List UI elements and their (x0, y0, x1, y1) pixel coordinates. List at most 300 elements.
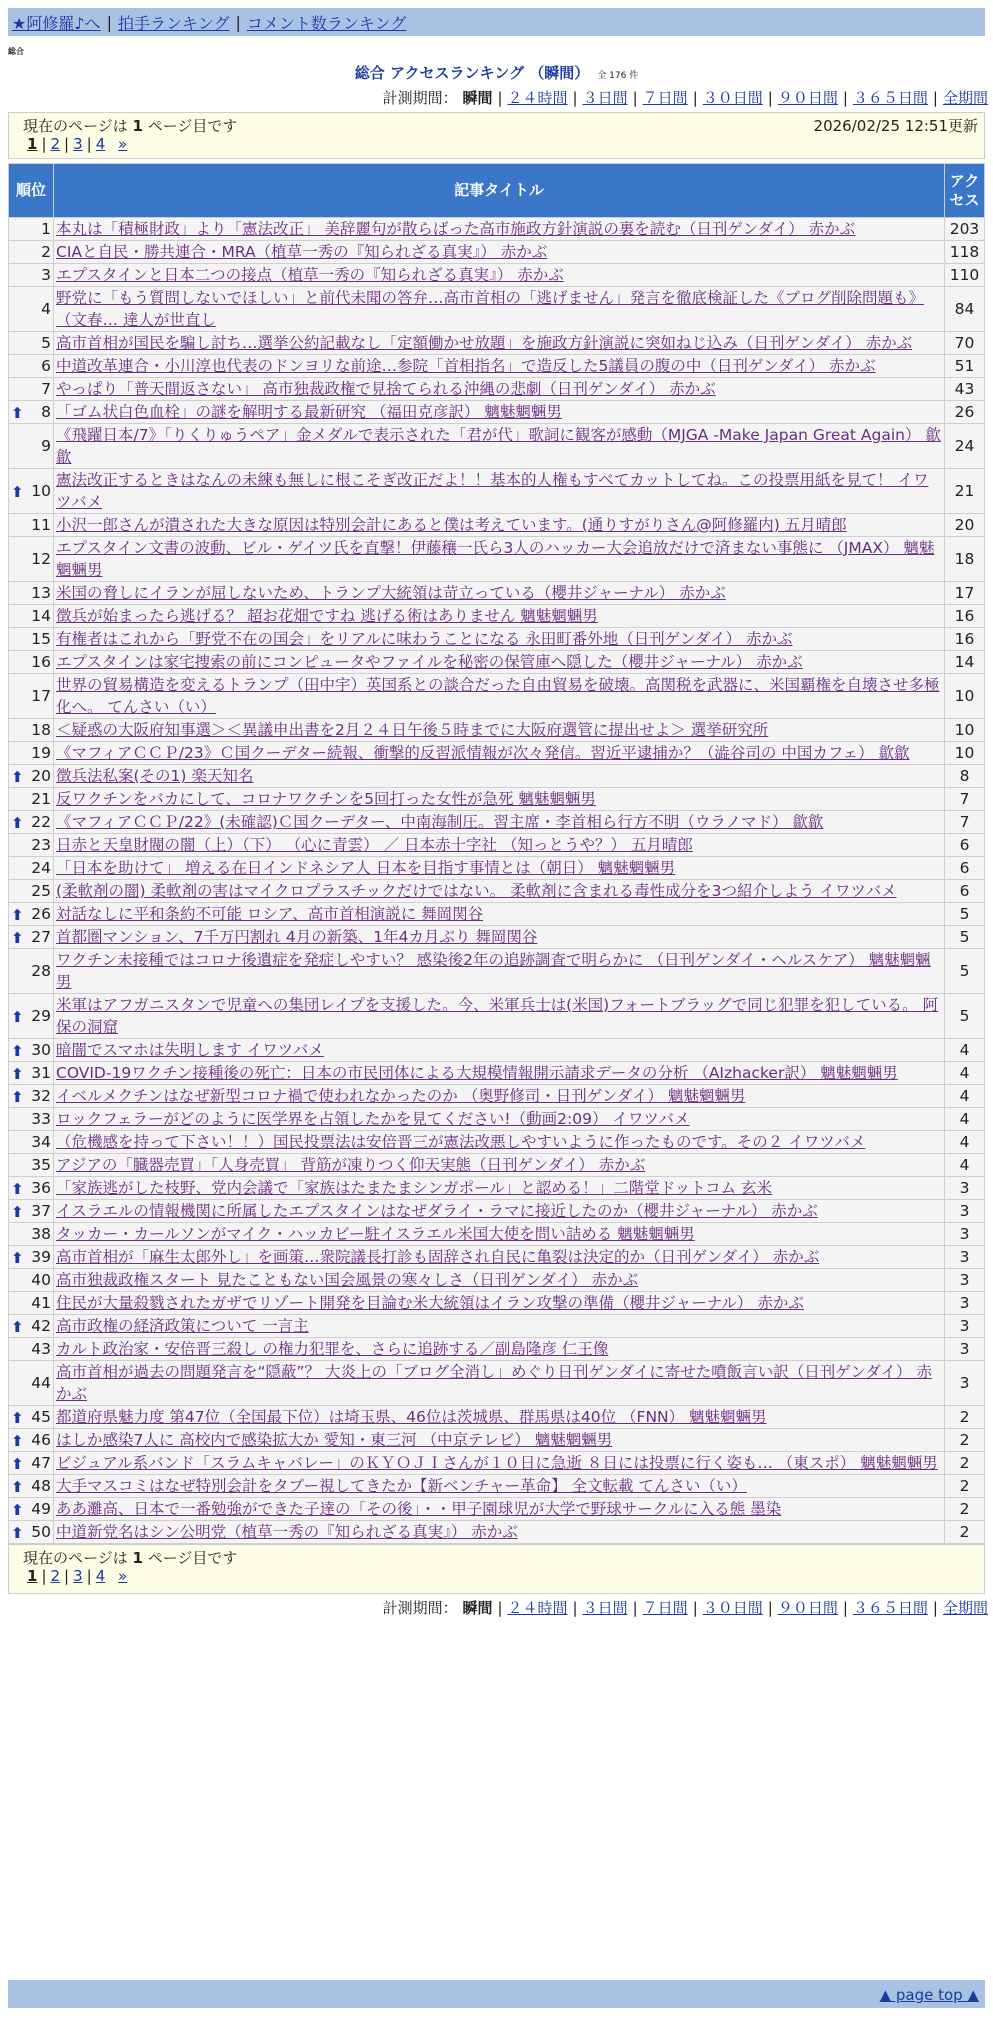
comment-ranking-link[interactable]: コメント数ランキング (246, 13, 407, 33)
access-count: 2 (945, 1406, 985, 1429)
table-row (9, 742, 985, 765)
article-title-link[interactable]: 反ワクチンをバカにして、コロナワクチンを5回打った女性が急死 魑魅魍魎男 (56, 790, 596, 808)
article-title-link[interactable]: 高市首相が国民を騙し討ち…選挙公約記載なし「定額働かせ放題」を施政方針演説に突如ねじ込み（日刊ゲンダイ） 赤かぶ (56, 334, 913, 352)
access-count: 118 (945, 241, 985, 264)
page-next-link[interactable]: » (118, 1567, 128, 1585)
title-cell (54, 1269, 945, 1292)
access-count: 6 (945, 880, 985, 903)
period-separator: | (692, 1599, 698, 1617)
rank-cell (9, 628, 54, 651)
table-row (9, 1131, 985, 1154)
rank-up-arrow-icon: ⬆ (11, 814, 24, 832)
period-link-7d[interactable]: ７日間 (642, 1599, 688, 1617)
ranking-title: 総合 アクセスランキング （瞬間） (354, 64, 590, 82)
page-current: 1 (27, 1567, 38, 1585)
period-link-90d[interactable]: ９０日間 (777, 1599, 838, 1617)
rank-cell (9, 1269, 54, 1292)
period-current: 瞬間 (462, 1599, 493, 1617)
table-row (9, 1062, 985, 1085)
table-row (9, 1177, 985, 1200)
title-cell (54, 1085, 945, 1108)
title-cell (54, 1475, 945, 1498)
access-count: 8 (945, 765, 985, 788)
title-cell (54, 742, 945, 765)
rank-cell (9, 469, 54, 514)
page-link-2[interactable]: 2 (50, 135, 61, 153)
table-row (9, 994, 985, 1039)
table-row (9, 218, 985, 241)
article-title-link[interactable]: エプスタイン文書の波動、ビル・ゲイツ氏を直撃！伊藤穰一氏ら3人のハッカー大会追放だけで済まない事態に （JMAX） 魑魅魍魎男 (56, 539, 935, 579)
access-count: 3 (945, 1269, 985, 1292)
rank-number: 8 (41, 403, 51, 421)
table-row (9, 514, 985, 537)
article-title-link[interactable]: イスラエルの情報機関に所属したエプスタインはなぜダライ・ラマに接近したのか（櫻井ジャーナル） 赤かぶ (56, 1202, 818, 1220)
period-link-365d[interactable]: ３６５日間 (852, 89, 928, 107)
table-row (9, 1246, 985, 1269)
rank-number: 17 (31, 687, 51, 705)
access-count: 3 (945, 1177, 985, 1200)
article-title-link[interactable]: ビジュアル系バンド「スラムキャバレー」のＫＹＯＪＩさんが１０日に急逝 ８日には投票に行く姿も… （東スポ） 魑魅魍魎男 (56, 1454, 938, 1472)
title-cell (54, 287, 945, 332)
rank-number: 45 (31, 1408, 51, 1426)
article-title-link[interactable]: 日赤と天皇財閥の闇（上）（下） （心に青雲） ／ 日本赤十字社 （知っとうや？） 五月晴郎 (56, 836, 693, 854)
period-link-90d[interactable]: ９０日間 (777, 89, 838, 107)
article-title-link[interactable]: （危機感を持って下さい！！）国民投票法は安倍晋三が憲法改悪しやすいように作ったものです。その２ イワツバメ (56, 1133, 866, 1151)
page-next-link[interactable]: » (118, 135, 128, 153)
article-title-link[interactable]: CIAと自民・勝共連合・MRA（植草一秀の『知られざる真実』） 赤かぶ (56, 243, 548, 261)
article-title-link[interactable]: 暗闇でスマホは失明します イワツバメ (56, 1041, 324, 1059)
rank-up-arrow-icon: ⬆ (11, 1524, 24, 1542)
period-link-365d[interactable]: ３６５日間 (852, 1599, 928, 1617)
pagination-bottom: 1 | 2 | 3 | 4 » (27, 1567, 128, 1585)
title-cell (54, 1521, 945, 1544)
page-link-2[interactable]: 2 (50, 1567, 61, 1585)
title-cell (54, 1131, 945, 1154)
access-count: 6 (945, 857, 985, 880)
table-row (9, 1200, 985, 1223)
period-separator: | (692, 89, 698, 107)
article-title-link[interactable]: 中道新党名はシン公明党（植草一秀の『知られざる真実』） 赤かぶ (56, 1523, 518, 1541)
table-row (9, 1406, 985, 1429)
rank-cell (9, 218, 54, 241)
rank-number: 6 (41, 357, 51, 375)
table-row (9, 949, 985, 994)
access-count: 2 (945, 1429, 985, 1452)
access-count: 3 (945, 1200, 985, 1223)
table-row (9, 628, 985, 651)
article-title-link[interactable]: 世界の貿易構造を変えるトランプ（田中宇）英国系との談合だった自由貿易を破壊。高関税を武器に、米国覇権を自壊させ多極化へ。 てんさい（い） (56, 676, 940, 716)
table-row (9, 926, 985, 949)
rank-cell (9, 1246, 54, 1269)
table-row (9, 378, 985, 401)
rank-cell (9, 811, 54, 834)
rank-cell (9, 1429, 54, 1452)
rank-up-arrow-icon: ⬆ (11, 1501, 24, 1519)
rank-number: 14 (31, 607, 51, 625)
article-title-link[interactable]: 大手マスコミはなぜ特別会計をタブー視してきたか【新ベンチャー革命】 全文転載 てんさい（い） (56, 1477, 747, 1495)
rank-cell (9, 1521, 54, 1544)
rank-cell (9, 1085, 54, 1108)
access-count: 17 (945, 582, 985, 605)
period-separator: | (497, 1599, 503, 1617)
article-title-link[interactable]: ロックフェラーがどのように医学界を占領したかを見てください!（動画2:09） イワツバメ (56, 1110, 690, 1128)
article-title-link[interactable]: COVID-19ワクチン接種後の死亡：日本の市民団体による大規模情報開示請求データの分析 （AIzhacker訳） 魑魅魍魎男 (56, 1064, 898, 1082)
header-rank: 順位 (9, 164, 54, 218)
updated-time: 2026/02/25 12:51更新 (813, 117, 978, 135)
page-link-4[interactable]: 4 (95, 135, 106, 153)
table-row (9, 1338, 985, 1361)
title-cell (54, 355, 945, 378)
rank-cell (9, 241, 54, 264)
table-row (9, 1429, 985, 1452)
rank-cell (9, 514, 54, 537)
article-title-link[interactable]: ＜疑惑の大阪府知事選＞＜異議申出書を2月２４日午後５時までに大阪府選管に提出せよ＞ 選挙研究所 (56, 721, 769, 739)
table-row (9, 765, 985, 788)
access-count: 4 (945, 1108, 985, 1131)
rank-number: 47 (31, 1454, 51, 1472)
title-cell (54, 1154, 945, 1177)
article-title-link[interactable]: 《飛躍日本/7》「りくりゅうペア」金メダルで表示された「君が代」歌詞に観客が感動（MJGA -Make Japan Great Again） 歙歙 (56, 426, 941, 466)
article-title-link[interactable]: 高市首相が過去の問題発言を“隠蔽”？ 大炎上の「ブログ全消し」めぐり日刊ゲンダイに寄せた噴飯言い訳（日刊ゲンダイ） 赤かぶ (56, 1363, 932, 1403)
period-link-30d[interactable]: ３０日間 (702, 1599, 763, 1617)
period-link-3d[interactable]: ３日間 (582, 89, 628, 107)
rank-cell (9, 1062, 54, 1085)
table-row (9, 1498, 985, 1521)
rank-number: 37 (31, 1202, 51, 1220)
article-title-link[interactable]: 憲法改正するときはなんの未練も無しに根こそぎ改正だよ！！基本的人権もすべてカットしてね。この投票用紙を見て！ イワツバメ (56, 471, 929, 511)
rank-cell (9, 1223, 54, 1246)
period-separator: | (497, 89, 503, 107)
period-link-3d[interactable]: ３日間 (582, 1599, 628, 1617)
period-selector-top (383, 87, 988, 107)
access-count: 7 (945, 788, 985, 811)
title-cell (54, 1498, 945, 1521)
rank-number: 22 (31, 813, 51, 831)
article-title-link[interactable]: 徴兵法私案(その1) 楽天知名 (56, 767, 254, 785)
rank-number: 18 (31, 721, 51, 739)
rank-number: 42 (31, 1317, 51, 1335)
page-link-3[interactable]: 3 (73, 135, 83, 153)
rank-up-arrow-icon: ⬆ (11, 1065, 24, 1083)
access-count: 16 (945, 605, 985, 628)
rank-cell (9, 788, 54, 811)
rank-number: 1 (41, 220, 51, 238)
rank-number: 2 (41, 243, 51, 261)
title-cell (54, 880, 945, 903)
rank-up-arrow-icon: ⬆ (11, 768, 24, 786)
access-count: 14 (945, 651, 985, 674)
rank-cell (9, 651, 54, 674)
page-top-link[interactable]: ▲ page top ▲ (879, 1986, 979, 2004)
article-title-link[interactable]: 米軍はアフガニスタンで児童への集団レイプを支援した。今、米軍兵士は(米国)フォートブラッグで同じ犯罪を犯している。 阿保の洞窟 (56, 996, 939, 1036)
access-count: 20 (945, 514, 985, 537)
table-row (9, 880, 985, 903)
rank-number: 44 (31, 1374, 51, 1392)
title-cell (54, 1177, 945, 1200)
page-link-3[interactable]: 3 (73, 1567, 83, 1585)
access-count: 203 (945, 218, 985, 241)
rank-number: 13 (31, 584, 51, 602)
table-row (9, 1521, 985, 1544)
category-label: 総合 (8, 47, 24, 56)
rank-number: 16 (31, 653, 51, 671)
rank-number: 7 (41, 380, 51, 398)
title-cell (54, 651, 945, 674)
page-current: 1 (27, 135, 38, 153)
period-separator: | (632, 1599, 638, 1617)
bottom-bar (8, 1980, 985, 2008)
title-cell (54, 1200, 945, 1223)
rank-cell (9, 926, 54, 949)
ranking-table (8, 163, 985, 1544)
title-cell (54, 1246, 945, 1269)
rank-number: 12 (31, 550, 51, 568)
article-title-link[interactable]: 「日本を助けて」 増える在日インドネシア人 日本を目指す事情とは（朝日） 魑魅魍魎男 (56, 859, 676, 877)
rank-up-arrow-icon: ⬆ (11, 1203, 24, 1221)
article-title-link[interactable]: 《マフィアＣＣＰ/22》(未確認)Ｃ国クーデター、中南海制圧。習主席・李首相ら行方不明（ウラノマド） 歙歙 (56, 813, 824, 831)
access-count: 4 (945, 1039, 985, 1062)
table-row (9, 401, 985, 424)
table-row (9, 424, 985, 469)
rank-number: 9 (41, 437, 51, 455)
access-count: 5 (945, 994, 985, 1039)
title-cell (54, 218, 945, 241)
rank-number: 10 (31, 482, 51, 500)
rank-cell (9, 1338, 54, 1361)
period-separator: | (932, 1599, 938, 1617)
table-row (9, 857, 985, 880)
table-row (9, 264, 985, 287)
rank-cell (9, 378, 54, 401)
rank-cell (9, 1200, 54, 1223)
rank-cell (9, 765, 54, 788)
article-title-link[interactable]: 小沢一郎さんが潰された大きな原因は特別会計にあると僕は考えています。(通りすがりさん@阿修羅内) 五月晴郎 (56, 516, 847, 534)
access-count: 3 (945, 1315, 985, 1338)
period-selector-bottom (383, 1597, 988, 1617)
title-cell (54, 605, 945, 628)
rank-number: 21 (31, 790, 51, 808)
title-cell (54, 241, 945, 264)
rank-cell (9, 1108, 54, 1131)
rank-number: 39 (31, 1248, 51, 1266)
rank-number: 40 (31, 1271, 51, 1289)
table-row (9, 1039, 985, 1062)
article-title-link[interactable]: 米国の脅しにイランが屈しないため、トランプ大統領は苛立っている（櫻井ジャーナル） 赤かぶ (56, 584, 726, 602)
rank-cell (9, 1177, 54, 1200)
article-title-link[interactable]: 「ゴム状白色血栓」の謎を解明する最新研究 （福田克彦訳） 魑魅魍魎男 (56, 403, 562, 421)
table-row (9, 834, 985, 857)
title-cell (54, 1338, 945, 1361)
rank-number: 24 (31, 859, 51, 877)
rank-number: 19 (31, 744, 51, 762)
article-title-link[interactable]: 「家族逃がした枝野、党内会議で「家族はたまたまシンガポール」と認める！」二階堂ドットコム 玄米 (56, 1179, 772, 1197)
title-cell (54, 514, 945, 537)
access-count: 3 (945, 1338, 985, 1361)
access-count: 5 (945, 903, 985, 926)
rank-cell (9, 582, 54, 605)
table-row (9, 788, 985, 811)
title-cell (54, 1429, 945, 1452)
article-title-link[interactable]: 都道府県魅力度 第47位（全国最下位）は埼玉県、46位は茨城県、群馬県は40位 （FNN） 魑魅魍魎男 (56, 1408, 767, 1426)
clap-ranking-link[interactable]: 拍手ランキング (117, 13, 230, 33)
article-title-link[interactable]: 中道改革連合・小川淳也代表のドンヨリな前途…参院「首相指名」で造反した5議員の腹の中（日刊ゲンダイ） 赤かぶ (56, 357, 876, 375)
title-cell (54, 582, 945, 605)
rank-cell (9, 880, 54, 903)
article-title-link[interactable]: 野党に「もう質問しないでほしい」と前代未聞の答弁…高市首相の「逃げません」発言を徹底検証した《ブログ削除問題も》（文春… 達人が世直し (56, 289, 925, 329)
rank-number: 48 (31, 1477, 51, 1495)
period-separator: | (632, 89, 638, 107)
article-title-link[interactable]: 高市首相が「麻生太郎外し」を画策…衆院議長打診も固辞され自民に亀裂は決定的か（日刊ゲンダイ） 赤かぶ (56, 1248, 820, 1266)
title-cell (54, 788, 945, 811)
article-title-link[interactable]: 高市独裁政権スタート 見たこともない国会風景の寒々しさ（日刊ゲンダイ） 赤かぶ (56, 1271, 639, 1289)
rank-cell (9, 1315, 54, 1338)
table-row (9, 903, 985, 926)
title-cell (54, 537, 945, 582)
rank-up-arrow-icon: ⬆ (11, 1008, 24, 1026)
rank-cell (9, 264, 54, 287)
period-current: 瞬間 (462, 89, 493, 107)
rank-cell (9, 1498, 54, 1521)
title-cell (54, 1452, 945, 1475)
article-title-link[interactable]: 対話なしに平和条約不可能 ロシア、高市首相演説に 舞岡関谷 (56, 905, 484, 923)
rank-number: 46 (31, 1431, 51, 1449)
title-cell (54, 1039, 945, 1062)
article-title-link[interactable]: イベルメクチンはなぜ新型コロナ禍で使われなかったのか （奥野修司・日刊ゲンダイ） 魑魅魍魎男 (56, 1087, 746, 1105)
article-title-link[interactable]: 高市政権の経済政策について 一言主 (56, 1317, 309, 1335)
rank-number: 32 (31, 1087, 51, 1105)
title-cell (54, 1292, 945, 1315)
rank-cell (9, 424, 54, 469)
period-link-all[interactable]: 全期間 (942, 1599, 988, 1617)
title-cell (54, 674, 945, 719)
rank-up-arrow-icon: ⬆ (11, 1088, 24, 1106)
title-cell (54, 1108, 945, 1131)
rank-number: 36 (31, 1179, 51, 1197)
article-title-link[interactable]: 有権者はこれから「野党不在の国会」をリアルに味わうことになる 永田町番外地（日刊ゲンダイ） 赤かぶ (56, 630, 793, 648)
rank-up-arrow-icon: ⬆ (11, 1409, 24, 1427)
access-count: 7 (945, 811, 985, 834)
rank-cell (9, 1452, 54, 1475)
period-separator: | (842, 89, 848, 107)
rank-number: 23 (31, 836, 51, 854)
page-link-4[interactable]: 4 (95, 1567, 106, 1585)
rank-number: 27 (31, 928, 51, 946)
article-title-link[interactable]: カルト政治家・安倍晋三殺し の権力犯罪を、さらに追跡する／副島隆彦 仁王像 (56, 1340, 609, 1358)
article-title-link[interactable]: エプスタインは家宅捜索の前にコンピュータやファイルを秘密の保管庫へ隠した（櫻井ジャーナル） 赤かぶ (56, 653, 803, 671)
access-count: 4 (945, 1131, 985, 1154)
access-count: 3 (945, 1292, 985, 1315)
table-row (9, 1452, 985, 1475)
rank-number: 41 (31, 1294, 51, 1312)
access-count: 110 (945, 264, 985, 287)
article-title-link[interactable]: 《マフィアＣＣＰ/23》Ｃ国クーデター続報、衝撃的反習派情報が次々発信。習近平逮捕か？（澁谷司の 中国カフェ） 歙歙 (56, 744, 910, 762)
access-count: 2 (945, 1475, 985, 1498)
access-count: 51 (945, 355, 985, 378)
rank-cell (9, 719, 54, 742)
top-nav-bar (8, 8, 985, 36)
rank-cell (9, 1406, 54, 1429)
period-link-24h[interactable]: ２４時間 (507, 1599, 568, 1617)
period-link-7d[interactable]: ７日間 (642, 89, 688, 107)
page-info-top (8, 112, 985, 159)
access-count: 43 (945, 378, 985, 401)
rank-cell (9, 834, 54, 857)
title-cell (54, 1361, 945, 1406)
page-info-bottom (8, 1544, 985, 1594)
article-title-link[interactable]: はしか感染7人に 高校内で感染拡大か 愛知・東三河 （中京テレビ） 魑魅魍魎男 (56, 1431, 613, 1449)
article-title-link[interactable]: やっぱり「普天間返さない」 高市独裁政権で見捨てられる沖縄の悲劇（日刊ゲンダイ） 赤かぶ (56, 380, 716, 398)
rank-cell (9, 605, 54, 628)
title-cell (54, 1062, 945, 1085)
title-cell (54, 949, 945, 994)
table-row (9, 674, 985, 719)
article-title-link[interactable]: (柔軟剤の闇) 柔軟剤の害はマイクロプラスチックだけではない。 柔軟剤に含まれる毒性成分を3つ紹介しよう イワツバメ (56, 882, 897, 900)
rank-cell (9, 332, 54, 355)
rank-number: 25 (31, 882, 51, 900)
access-count: 16 (945, 628, 985, 651)
home-link[interactable]: ★阿修羅♪へ (12, 13, 101, 33)
period-separator: | (572, 1599, 578, 1617)
rank-cell (9, 903, 54, 926)
access-count: 3 (945, 1361, 985, 1406)
article-title-link[interactable]: ワクチン未接種ではコロナ後遺症を発症しやすい？ 感染後2年の追跡調査で明らかに （日刊ゲンダイ・ヘルスケア） 魑魅魍魎男 (56, 951, 931, 991)
table-row (9, 582, 985, 605)
title-cell (54, 811, 945, 834)
access-count: 4 (945, 1154, 985, 1177)
article-title-link[interactable]: 首都圏マンション、7千万円割れ 4月の新築、1年4カ月ぶり 舞岡関谷 (56, 928, 538, 946)
article-title-link[interactable]: エプスタインと日本二つの接点（植草一秀の『知られざる真実』） 赤かぶ (56, 266, 564, 284)
period-separator: | (842, 1599, 848, 1617)
period-link-all[interactable]: 全期間 (942, 89, 988, 107)
rank-number: 49 (31, 1500, 51, 1518)
current-page-text: 現在のページは 1 ページ目です (23, 117, 238, 135)
title-cell (54, 628, 945, 651)
access-count: 3 (945, 1246, 985, 1269)
table-row (9, 537, 985, 582)
period-link-24h[interactable]: ２４時間 (507, 89, 568, 107)
article-title-link[interactable]: 住民が大量殺戮されたガザでリゾート開発を目論む米大統領はイラン攻撃の準備（櫻井ジャーナル） 赤かぶ (56, 1294, 804, 1312)
title-cell (54, 719, 945, 742)
table-row (9, 1292, 985, 1315)
title-cell (54, 994, 945, 1039)
table-row (9, 332, 985, 355)
article-title-link[interactable]: 本丸は「積極財政」より「憲法改正」 美辞麗句が散らばった高市施政方針演説の裏を読む（日刊ゲンダイ） 赤かぶ (56, 220, 856, 238)
article-title-link[interactable]: アジアの「臓器売買」「人身売買」 背筋が凍りつく仰天実態（日刊ゲンダイ） 赤かぶ (56, 1156, 646, 1174)
article-title-link[interactable]: タッカー・カールソンがマイク・ハッカビー駐イスラエル米国大使を問い詰める 魑魅魍魎男 (56, 1225, 695, 1243)
table-row (9, 1223, 985, 1246)
period-link-30d[interactable]: ３０日間 (702, 89, 763, 107)
table-header-row (9, 164, 985, 218)
rank-number: 38 (31, 1225, 51, 1243)
access-count: 2 (945, 1521, 985, 1544)
title-cell (54, 857, 945, 880)
table-row (9, 469, 985, 514)
article-title-link[interactable]: 徴兵が始まったら逃げる？ 超お花畑ですね 逃げる術はありません 魑魅魍魎男 (56, 607, 598, 625)
article-title-link[interactable]: ああ灘高、日本で一番勉強ができた子達の「その後」・・甲子園球児が大学で野球サークルに入る態 墨染 (56, 1500, 782, 1518)
title-cell (54, 1315, 945, 1338)
rank-number: 33 (31, 1110, 51, 1128)
title-cell (54, 765, 945, 788)
rank-number: 34 (31, 1133, 51, 1151)
table-row (9, 719, 985, 742)
rank-up-arrow-icon: ⬆ (11, 483, 24, 501)
nav-separator: | (106, 12, 112, 32)
table-row (9, 1108, 985, 1131)
title-cell (54, 332, 945, 355)
title-cell (54, 469, 945, 514)
access-count: 5 (945, 949, 985, 994)
rank-up-arrow-icon: ⬆ (11, 404, 24, 422)
